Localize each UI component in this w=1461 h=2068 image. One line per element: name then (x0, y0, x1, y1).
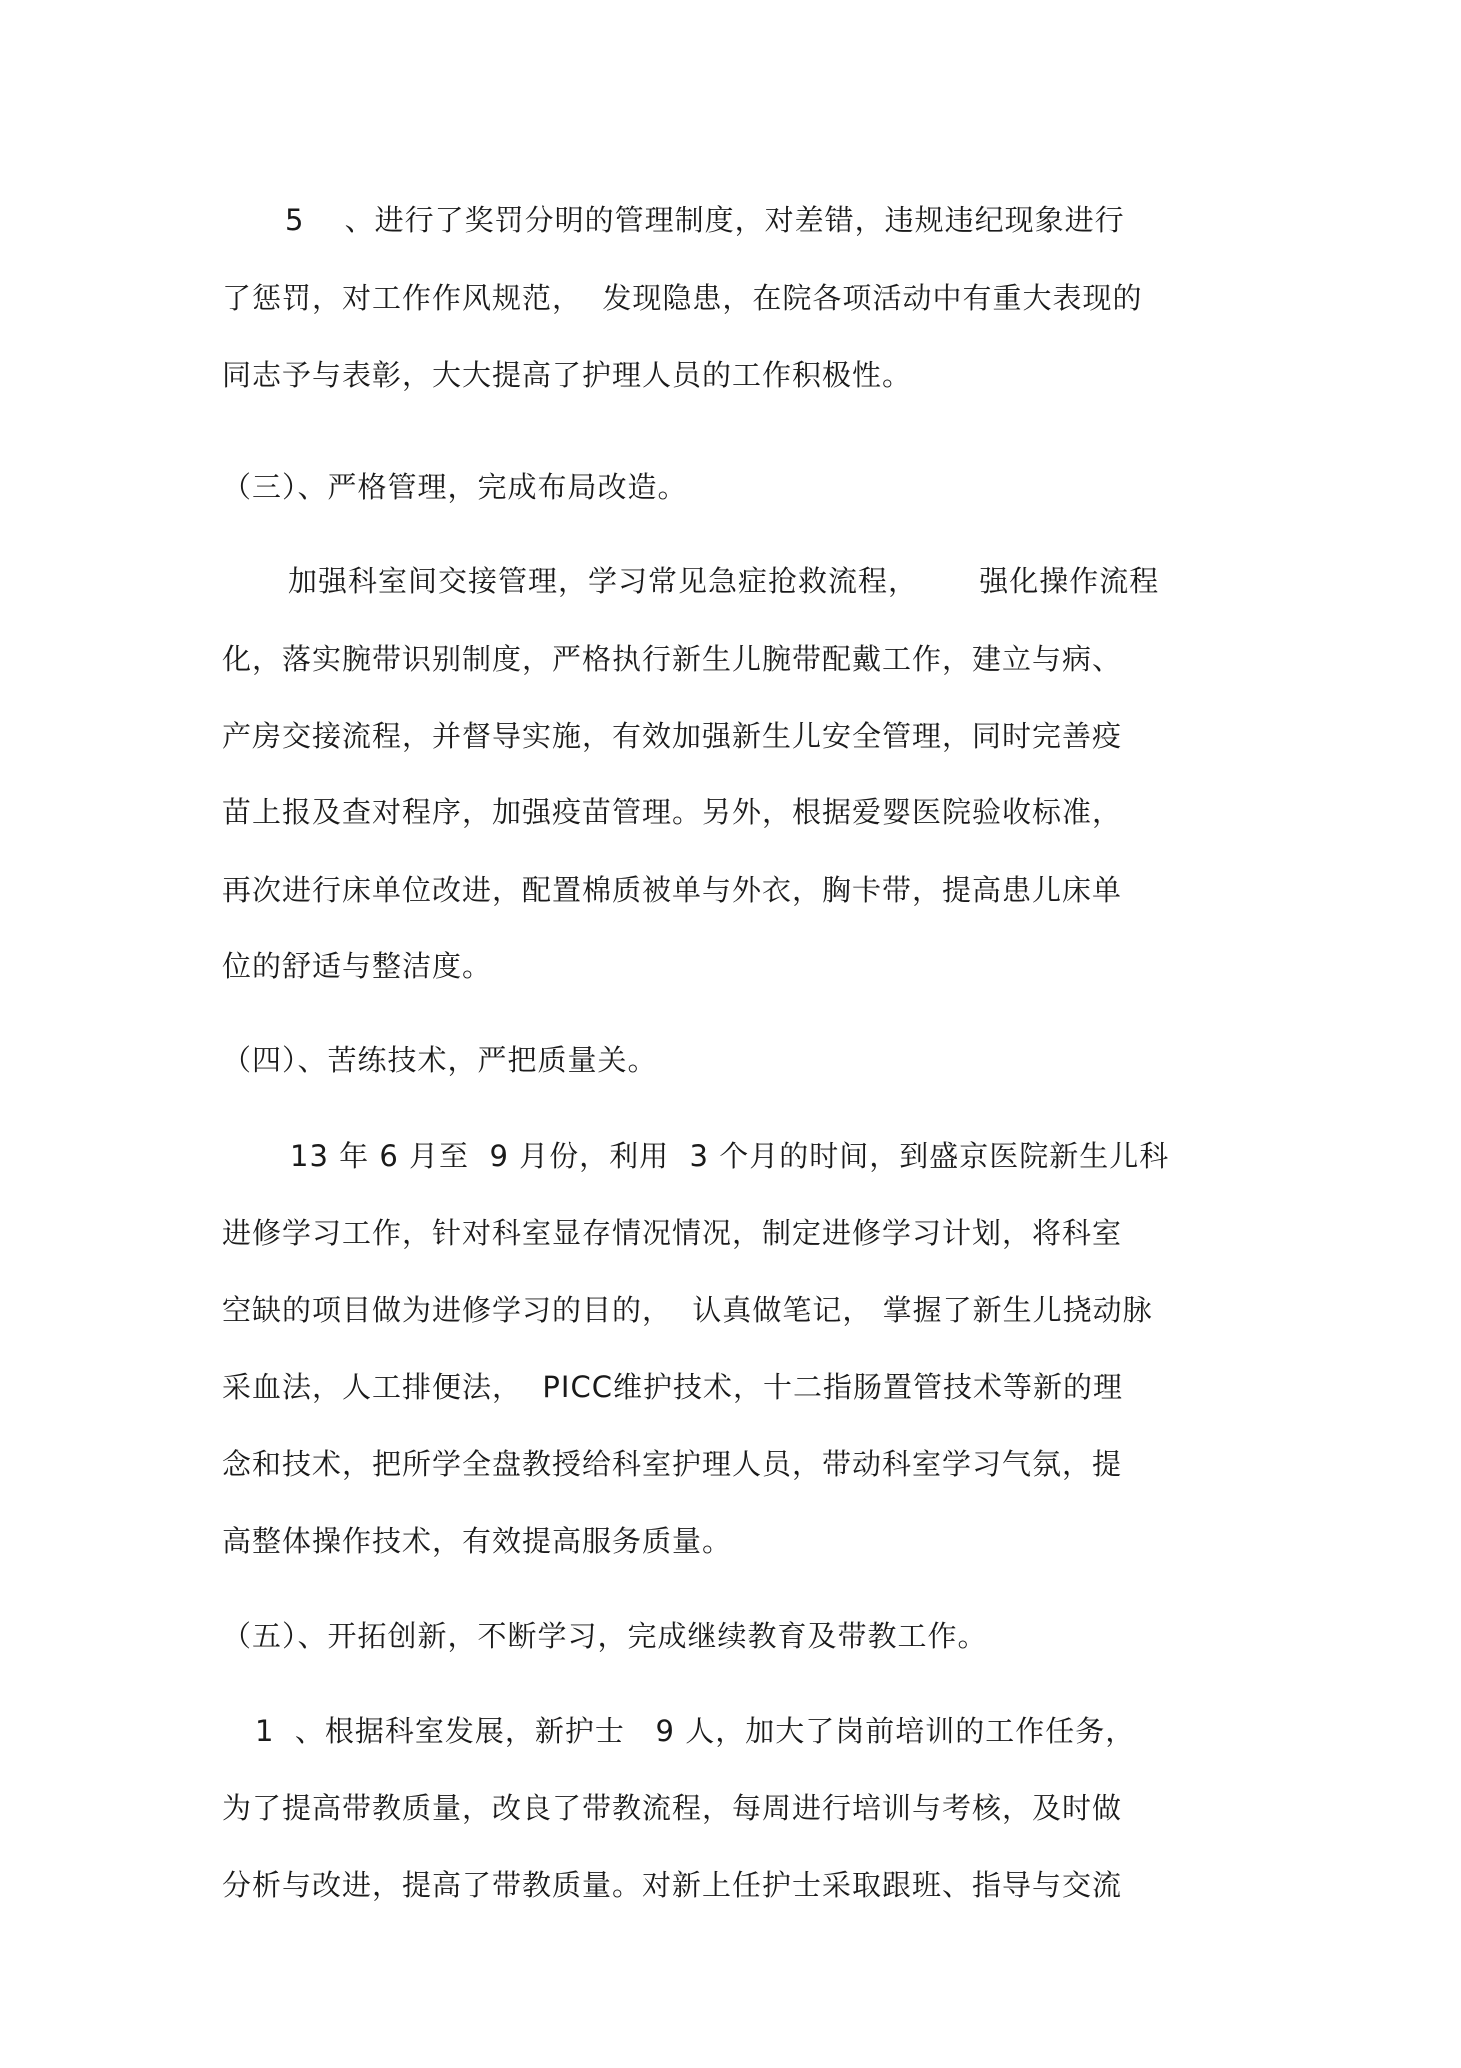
section-heading: （四）、苦练技术，严把质量关。 (222, 1043, 658, 1077)
text-line: 5 、进行了奖罚分明的管理制度，对差错，违规违纪现象进行 (285, 203, 1125, 237)
text-line: 同志予与表彰，大大提高了护理人员的工作积极性。 (222, 358, 913, 392)
text-line: 位的舒适与整洁度。 (222, 949, 493, 983)
text-line: 念和技术，把所学全盘教授给科室护理人员，带动科室学习气氛，提 (222, 1447, 1123, 1481)
text-line: 化，落实腕带识别制度，严格执行新生儿腕带配戴工作，建立与病、 (222, 642, 1123, 676)
text-line: 加强科室间交接管理，学习常见急症抢救流程， 强化操作流程 (288, 564, 1160, 598)
text-line: 了惩罚，对工作作风规范， 发现隐患，在院各项活动中有重大表现的 (222, 281, 1143, 315)
text-line: 苗上报及查对程序，加强疫苗管理。另外，根据爱婴医院验收标准， (222, 795, 1123, 829)
text-line: 为了提高带教质量，改良了带教流程，每周进行培训与考核，及时做 (222, 1791, 1123, 1825)
text-line: 再次进行床单位改进，配置棉质被单与外衣，胸卡带，提高患儿床单 (222, 873, 1123, 907)
text-line: 采血法，人工排便法， PICC维护技术，十二指肠置管技术等新的理 (222, 1370, 1123, 1404)
text-line: 空缺的项目做为进修学习的目的， 认真做笔记， 掌握了新生儿挠动脉 (222, 1293, 1153, 1327)
text-line: 13 年 6 月至 9 月份，利用 3 个月的时间，到盛京医院新生儿科 (290, 1139, 1170, 1173)
section-heading: （五）、开拓创新，不断学习，完成继续教育及带教工作。 (222, 1619, 988, 1653)
text-line: 进修学习工作，针对科室显存情况情况，制定进修学习计划，将科室 (222, 1216, 1123, 1250)
text-line: 高整体操作技术，有效提高服务质量。 (222, 1524, 733, 1558)
text-line: 产房交接流程，并督导实施，有效加强新生儿安全管理，同时完善疫 (222, 719, 1123, 753)
section-heading: （三）、严格管理，完成布局改造。 (222, 470, 688, 504)
text-line: 分析与改进，提高了带教质量。对新上任护士采取跟班、指导与交流 (222, 1868, 1123, 1902)
text-line: 1 、根据科室发展，新护士 9 人，加大了岗前培训的工作任务， (255, 1714, 1136, 1748)
